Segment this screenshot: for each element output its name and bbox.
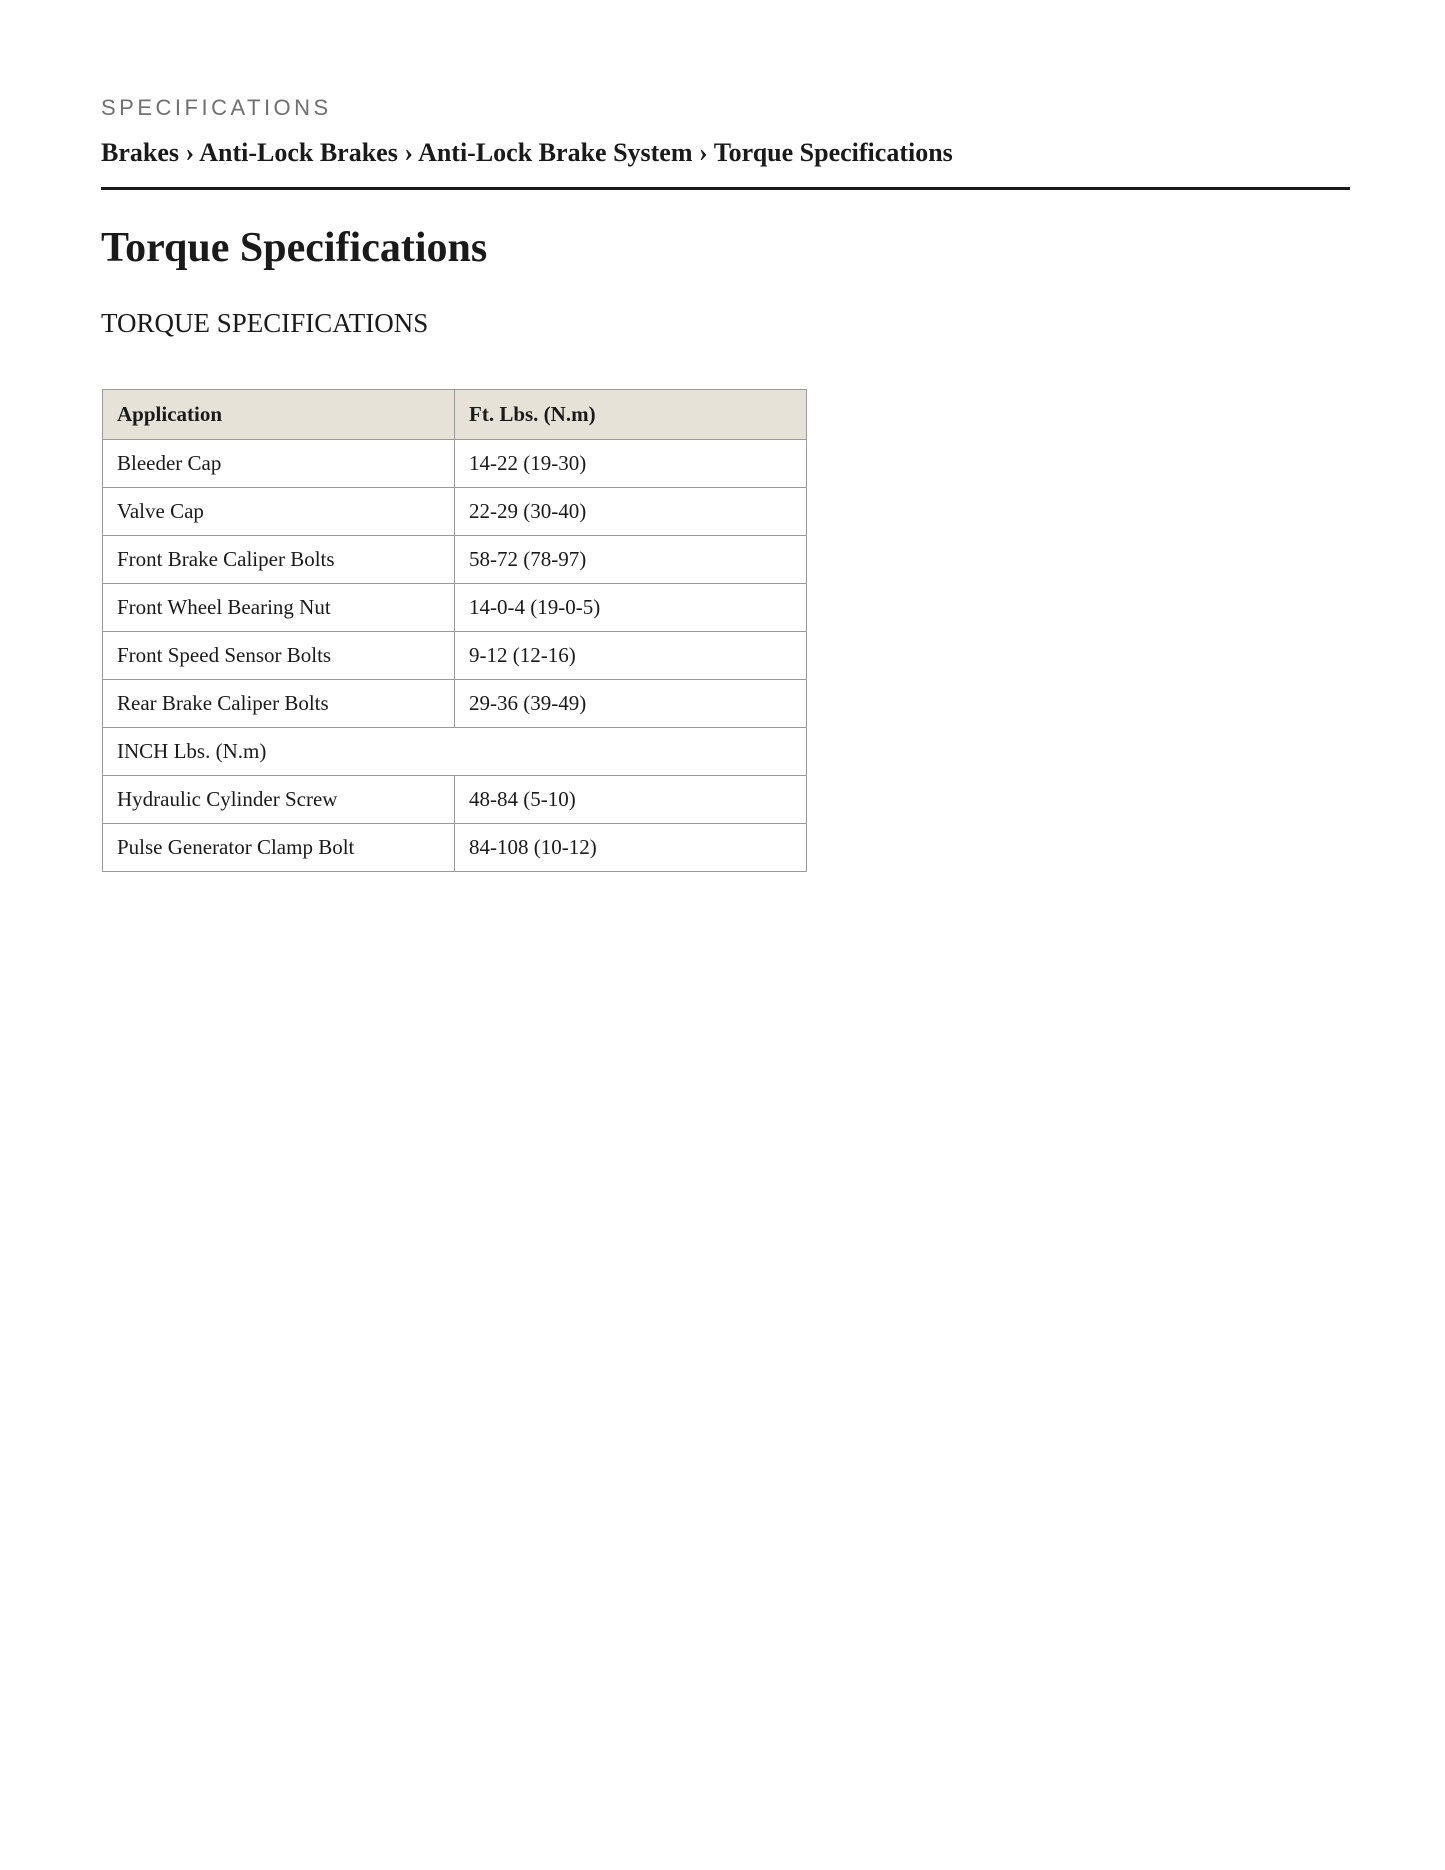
application-cell: Front Brake Caliper Bolts (103, 536, 455, 584)
application-cell: Pulse Generator Clamp Bolt (103, 824, 455, 872)
application-cell: Bleeder Cap (103, 440, 455, 488)
header-divider (101, 187, 1350, 190)
table-row (103, 536, 807, 584)
section-subheading: TORQUE SPECIFICATIONS (101, 308, 429, 338)
table-row (103, 680, 807, 728)
section-label: SPECIFICATIONS (101, 95, 332, 120)
application-cell: Hydraulic Cylinder Screw (103, 776, 455, 824)
table-row (103, 584, 807, 632)
torque-spec-table (102, 389, 807, 872)
table-row (103, 632, 807, 680)
table-subheader-row (103, 728, 807, 776)
torque-value-cell: 14-22 (19-30) (455, 440, 807, 488)
torque-value-cell: 48-84 (5-10) (455, 776, 807, 824)
torque-value-cell: 9-12 (12-16) (455, 632, 807, 680)
table-row (103, 824, 807, 872)
page-title: Torque Specifications (101, 225, 488, 271)
breadcrumb: Brakes › Anti-Lock Brakes › Anti-Lock Brake System › Torque Specifications (101, 138, 953, 167)
torque-value-cell: 58-72 (78-97) (455, 536, 807, 584)
torque-value-cell: 14-0-4 (19-0-5) (455, 584, 807, 632)
application-cell: Valve Cap (103, 488, 455, 536)
torque-value-cell: 84-108 (10-12) (455, 824, 807, 872)
table-row (103, 440, 807, 488)
unit-subheader-cell: INCH Lbs. (N.m) (103, 728, 807, 776)
column-header-application: Application (103, 390, 455, 440)
table-row (103, 488, 807, 536)
table-row (103, 776, 807, 824)
column-header-torque: Ft. Lbs. (N.m) (455, 390, 807, 440)
table-header-row (103, 390, 807, 440)
torque-value-cell: 22-29 (30-40) (455, 488, 807, 536)
torque-value-cell: 29-36 (39-49) (455, 680, 807, 728)
application-cell: Front Wheel Bearing Nut (103, 584, 455, 632)
application-cell: Rear Brake Caliper Bolts (103, 680, 455, 728)
application-cell: Front Speed Sensor Bolts (103, 632, 455, 680)
